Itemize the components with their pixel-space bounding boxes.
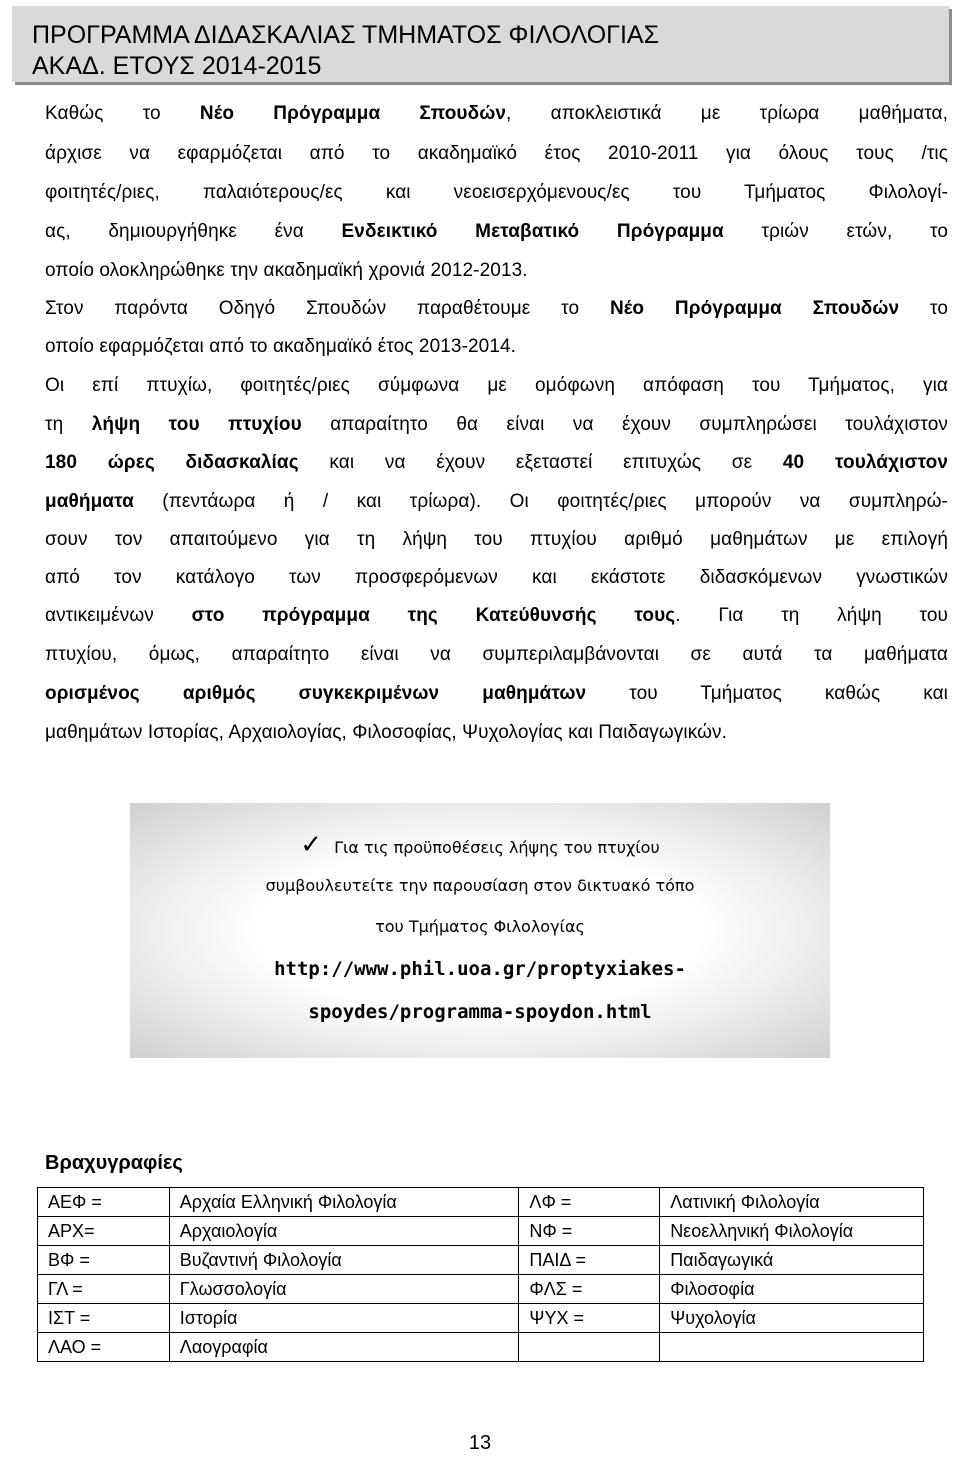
notice-url-line-1[interactable]: http://www.phil.uoa.gr/proptyxiakes-: [274, 958, 686, 980]
abbreviations-table: [37, 1187, 924, 1362]
notice-text-1: Για τις προϋποθέσεις λήψης του πτυχίου: [334, 838, 660, 857]
abbr-code: ΠΑΙΔ =: [519, 1246, 660, 1275]
text-span: Στον παρόντα Οδηγό Σπουδών παραθέτουμε το: [45, 298, 610, 319]
text-span: μαθημάτων Ιστορίας, Αρχαιολογίας, Φιλοσοφίας, Ψυχολογίας και Παιδαγωγικών.: [45, 722, 728, 743]
abbreviations-title: Βραχυγραφίες: [45, 1152, 183, 1174]
body-line: [45, 103, 948, 125]
text-span: οποίο εφαρμόζεται από το ακαδημαϊκό έτος 2013-2014.: [45, 336, 517, 357]
abbr-code: ΨΥΧ =: [519, 1304, 660, 1333]
text-span: . Για τη λήψη του: [675, 605, 948, 626]
notice-line-2: συμβουλευτείτε την παρουσίαση στον δικτυακό τόπο: [265, 876, 695, 895]
abbr-code: ΦΛΣ =: [519, 1275, 660, 1304]
bold-text: λήψη του πτυχίου: [91, 414, 302, 435]
body-line: [45, 143, 948, 165]
header-year: ΑΚΑΔ. ΕΤΟΥΣ 2014-2015: [32, 52, 322, 80]
text-span: Καθώς το: [45, 103, 200, 124]
text-span: Οι επί πτυχίω, φοιτητές/ριες σύμφωνα με ομόφωνη απόφαση του Τμήματος, για: [45, 375, 948, 396]
text-span: και να έχουν εξεταστεί επιτυχώς σε: [298, 452, 783, 473]
abbr-meaning: Λαογραφία: [169, 1333, 519, 1362]
bold-text: μαθήματα: [45, 491, 134, 512]
text-span: (πεντάωρα ή / και τρίωρα). Οι φοιτητές/ριες μπορούν να συμπληρώ-: [133, 491, 948, 512]
body-line: [45, 414, 948, 436]
text-span: αντικειμένων: [45, 605, 192, 626]
body-line: [45, 221, 948, 243]
text-span: το: [899, 298, 949, 319]
abbr-meaning: Ψυχολογία: [660, 1304, 924, 1333]
bold-text: στο πρόγραμμα της Κατεύθυνσής τους: [191, 605, 676, 626]
abbr-code: ΙΣΤ =: [38, 1304, 170, 1333]
abbr-meaning: Νεοελληνική Φιλολογία: [660, 1217, 924, 1246]
body-line: [45, 375, 948, 397]
bold-text: Νέο Πρόγραμμα Σπουδών: [199, 103, 507, 124]
abbr-meaning: Παιδαγωγικά: [660, 1246, 924, 1275]
notice-line-1: [130, 830, 830, 860]
text-span: τη: [45, 414, 92, 435]
body-line: [45, 452, 948, 474]
body-line: [45, 298, 948, 320]
text-span: ας, δημιουργήθηκε ένα: [45, 221, 342, 242]
checkmark-icon: ✓: [300, 830, 323, 860]
table-row: [38, 1304, 924, 1333]
page-number: 13: [468, 1432, 492, 1454]
text-span: φοιτητές/ριες, παλαιότερους/ες και νεοεισερχόμενους/ες του Τμήματος Φιλολογί-: [45, 182, 948, 203]
table-row: [38, 1217, 924, 1246]
bold-text: Νέο Πρόγραμμα Σπουδών: [609, 298, 900, 319]
bold-text: 180 ώρες διδασκαλίας: [45, 452, 299, 473]
abbr-meaning: Ιστορία: [169, 1304, 519, 1333]
text-span: άρχισε να εφαρμόζεται από το ακαδημαϊκό έτος 2010-2011 για όλους τους /τις: [45, 143, 948, 164]
abbr-code: ΒΦ =: [38, 1246, 170, 1275]
abbr-meaning: Γλωσσολογία: [169, 1275, 519, 1304]
abbr-code: ΛΑΟ =: [38, 1333, 170, 1362]
body-line: [45, 491, 948, 513]
table-row: [38, 1275, 924, 1304]
abbr-meaning: [660, 1333, 924, 1362]
text-span: από τον κατάλογο των προσφερόμενων και εκάστοτε διδασκόμενων γνωστικών: [45, 567, 948, 588]
abbr-meaning: Αρχαία Ελληνική Φιλολογία: [169, 1188, 519, 1217]
text-span: , αποκλειστικά με τρίωρα μαθήματα,: [506, 103, 948, 124]
abbr-meaning: Λατινική Φιλολογία: [660, 1188, 924, 1217]
abbr-meaning: Βυζαντινή Φιλολογία: [169, 1246, 519, 1275]
body-line: [45, 336, 948, 358]
notice-box: [130, 803, 830, 1058]
abbr-code: ΝΦ =: [519, 1217, 660, 1246]
abbr-code: ΑΡΧ=: [38, 1217, 170, 1246]
text-span: απαραίτητο θα είναι να έχουν συμπληρώσει τουλάχιστον: [301, 414, 948, 435]
page-header: [12, 6, 949, 82]
body-line: [45, 605, 948, 627]
notice-url-line-2[interactable]: spoydes/programma-spoydon.html: [308, 1001, 652, 1023]
abbr-meaning: Φιλοσοφία: [660, 1275, 924, 1304]
bold-text: 40 τουλάχιστον: [782, 452, 949, 473]
body-line: [45, 260, 948, 282]
text-span: πτυχίου, όμως, απαραίτητο είναι να συμπεριλαμβάνονται σε αυτά τα μαθήματα: [45, 644, 948, 665]
table-row: [38, 1188, 924, 1217]
notice-line-3: του Τμήματος Φιλολογίας: [375, 917, 585, 936]
abbr-code: [519, 1333, 660, 1362]
body-line: [45, 722, 948, 744]
body-line: [45, 567, 948, 589]
table-row: [38, 1246, 924, 1275]
text-span: οποίο ολοκληρώθηκε την ακαδημαϊκή χρονιά 2012-2013.: [45, 260, 528, 281]
body-line: [45, 529, 948, 551]
text-span: σουν τον απαιτούμενο για τη λήψη του πτυχίου αριθμό μαθημάτων με επιλογή: [45, 529, 948, 550]
header-title: ΠΡΟΓΡΑΜΜΑ ΔΙΔΑΣΚΑΛΙΑΣ ΤΜΗΜΑΤΟΣ ΦΙΛΟΛΟΓΙΑΣ: [32, 21, 660, 49]
body-line: [45, 182, 948, 204]
abbr-meaning: Αρχαιολογία: [169, 1217, 519, 1246]
bold-text: Ενδεικτικό Μεταβατικό Πρόγραμμα: [341, 221, 724, 242]
abbr-code: ΛΦ =: [519, 1188, 660, 1217]
body-line: [45, 644, 948, 666]
abbr-code: ΑΕΦ =: [38, 1188, 170, 1217]
body-line: [45, 683, 948, 705]
abbr-code: ΓΛ =: [38, 1275, 170, 1304]
table-row: [38, 1333, 924, 1362]
text-span: του Τμήματος καθώς και: [586, 683, 949, 704]
text-span: τριών ετών, το: [723, 221, 948, 242]
bold-text: ορισμένος αριθμός συγκεκριμένων μαθημάτων: [45, 683, 587, 704]
